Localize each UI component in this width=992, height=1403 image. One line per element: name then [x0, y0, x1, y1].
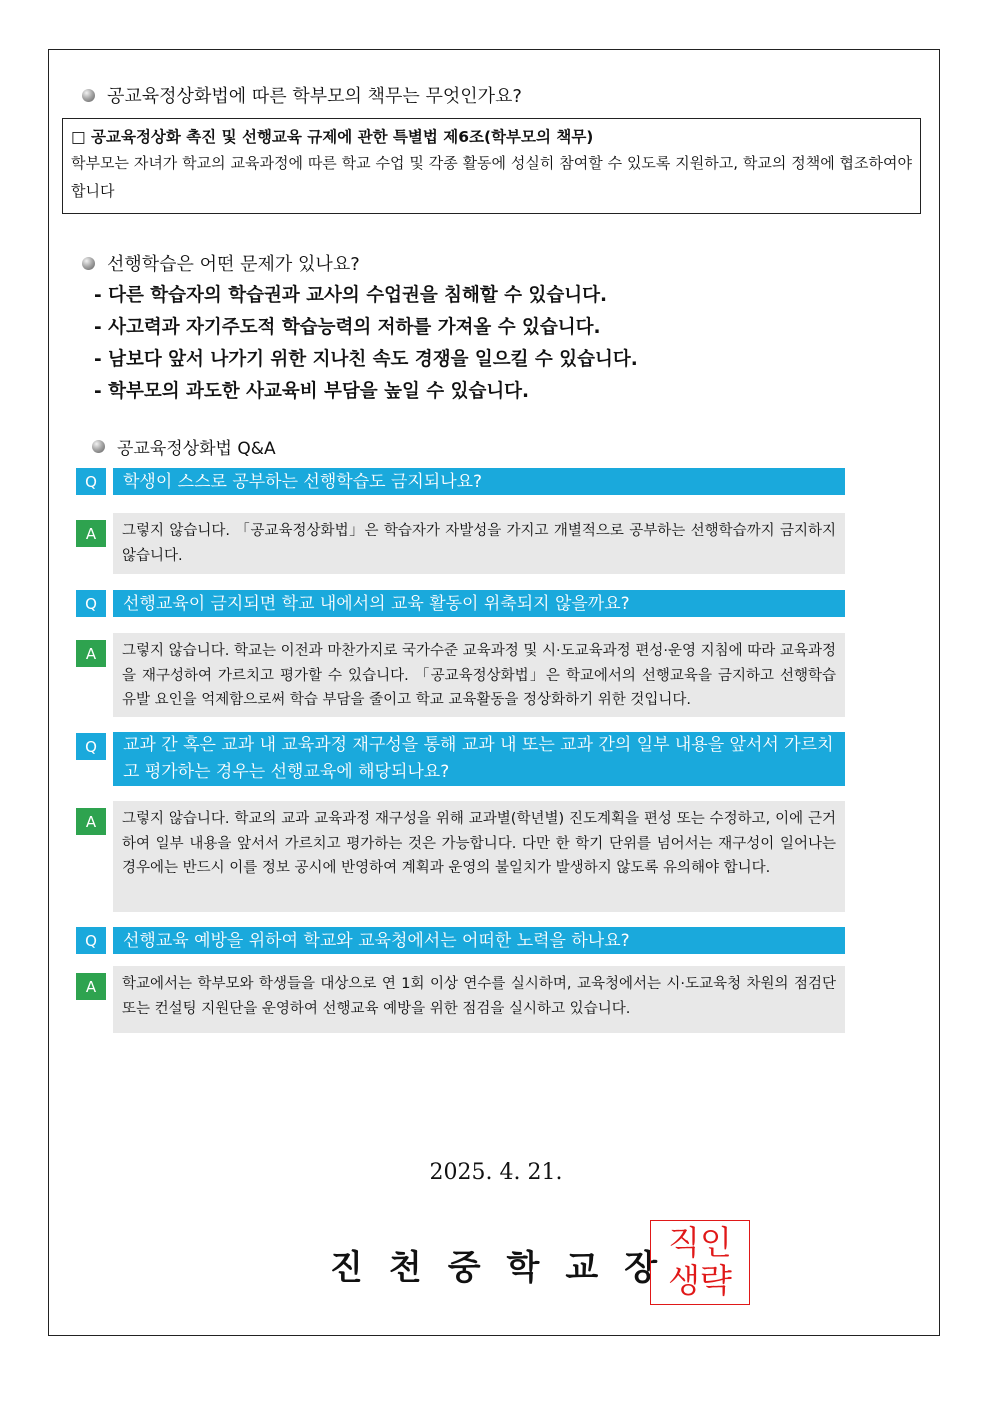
a-badge: A	[76, 973, 106, 1000]
answer-row	[76, 801, 845, 912]
problem-list	[94, 280, 638, 408]
section-heading-parent-duty	[82, 82, 522, 108]
list-item: - 사고력과 자기주도적 학습능력의 저하를 가져올 수 있습니다.	[94, 317, 601, 338]
bullet-icon	[82, 257, 95, 270]
question-row	[76, 927, 845, 954]
official-seal-omitted	[650, 1220, 750, 1305]
q-badge: Q	[76, 590, 106, 617]
stamp-line-2: 생략	[668, 1261, 732, 1300]
answer-text: 그렇지 않습니다. 「공교육정상화법」은 학습자가 자발성을 가지고 개별적으로 공부하는 선행학습까지 금지하지 않습니다.	[113, 513, 845, 574]
question-text: 선행교육이 금지되면 학교 내에서의 교육 활동이 위축되지 않을까요?	[113, 590, 845, 617]
q-badge: Q	[76, 468, 106, 495]
answer-text: 그렇지 않습니다. 학교의 교과 교육과정 재구성을 위해 교과별(학년별) 진도계획을 편성 또는 수정하고, 이에 근거하여 일부 내용을 앞서서 가르치고 평가하는 것은 가능합니다. 다만 한 학기 단위를 넘어서는 재구성이 일어나는 경우에는 반드시 이를 정보 공시에 반영하여 계획과 운영의 불일치가 발생하지 않도록 유의해야 합니다.	[113, 801, 845, 912]
list-item: - 다른 학습자의 학습권과 교사의 수업권을 침해할 수 있습니다.	[94, 285, 608, 306]
a-badge: A	[76, 520, 106, 547]
signer-name: 진천중학교장	[330, 1248, 684, 1288]
law-body: 학부모는 자녀가 학교의 교육과정에 따른 학교 수업 및 각종 활동에 성실히 참여할 수 있도록 지원하고, 학교의 정책에 협조하여야 합니다	[71, 154, 912, 200]
question-row	[76, 732, 845, 786]
list-item: - 학부모의 과도한 사교육비 부담을 높일 수 있습니다.	[94, 381, 530, 402]
answer-text: 그렇지 않습니다. 학교는 이전과 마찬가지로 국가수준 교육과정 및 시·도교육과정 편성·운영 지침에 따라 교육과정을 재구성하여 가르치고 평가할 수 있습니다. 「공교육정상화법」은 학교에서의 선행교육을 금지하고 선행학습 유발 요인을 억제함으로써 학습 부담을 줄이고 학교 교육활동을 정상화하기 위한 것입니다.	[113, 633, 845, 717]
heading-text: 선행학습은 어떤 문제가 있나요?	[107, 254, 360, 275]
section-heading-problems	[82, 250, 360, 276]
stamp-line-1: 직인	[668, 1223, 732, 1262]
question-text: 학생이 스스로 공부하는 선행학습도 금지되나요?	[113, 468, 845, 495]
heading-text: 공교육정상화법에 따른 학부모의 책무는 무엇인가요?	[107, 86, 522, 107]
section-heading-qa	[92, 434, 276, 459]
answer-text: 학교에서는 학부모와 학생들을 대상으로 연 1회 이상 연수를 실시하며, 교육청에서는 시·도교육청 차원의 점검단 또는 컨설팅 지원단을 운영하여 선행교육 예방을 위한 점검을 실시하고 있습니다.	[113, 966, 845, 1033]
q-badge: Q	[76, 733, 106, 760]
heading-text: 공교육정상화법 Q&A	[117, 439, 276, 459]
question-text: 교과 간 혹은 교과 내 교육과정 재구성을 통해 교과 내 또는 교과 간의 일부 내용을 앞서서 가르치고 평가하는 경우는 선행교육에 해당되나요?	[113, 732, 845, 786]
law-excerpt-box	[62, 118, 921, 214]
list-item: - 남보다 앞서 나가기 위한 지나친 속도 경쟁을 일으킬 수 있습니다.	[94, 349, 638, 370]
issue-date: 2025. 4. 21.	[429, 1160, 563, 1185]
answer-row	[76, 966, 845, 1033]
question-text: 선행교육 예방을 위하여 학교와 교육청에서는 어떠한 노력을 하나요?	[113, 927, 845, 954]
question-row	[76, 590, 845, 617]
bullet-icon	[92, 440, 105, 453]
a-badge: A	[76, 808, 106, 835]
question-row	[76, 468, 845, 495]
a-badge: A	[76, 640, 106, 667]
q-badge: Q	[76, 927, 106, 954]
answer-row	[76, 633, 845, 717]
answer-row	[76, 513, 845, 574]
bullet-icon	[82, 89, 95, 102]
law-title: □ 공교육정상화 촉진 및 선행교육 규제에 관한 특별법 제6조(학부모의 책무)	[71, 128, 594, 146]
